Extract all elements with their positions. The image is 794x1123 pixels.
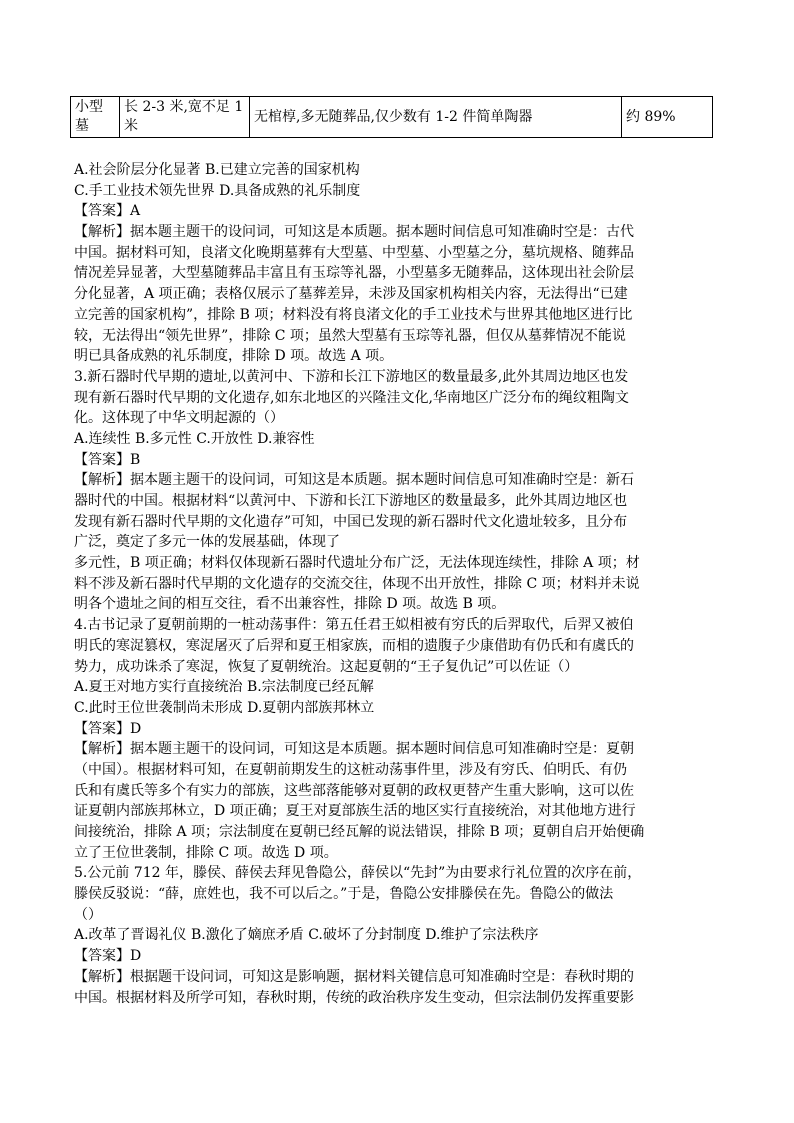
text-line: 现有新石器时代早期的文化遗存,如东北地区的兴隆洼文化,华南地区广泛分布的绳纹粗陶文 [74, 389, 629, 406]
text-line: 发现有新石器时代早期的文化遗存”可知，中国已发现的新石器时代文化遗址较多，且分布 [74, 513, 628, 530]
tomb-size-cell: 长 2-3 米,宽不足 1 米 [120, 97, 250, 138]
text-line: 情况差异显著，大型墓随葬品丰富且有玉琮等礼器，小型墓多无随葬品，这体现出社会阶层 [74, 265, 634, 282]
text-line: A.夏王对地方实行直接统治 B.宗法制度已经瓦解 [74, 679, 374, 696]
tomb-items-cell: 无棺椁,多无随葬品,仅少数有 1-2 件简单陶器 [250, 97, 622, 138]
text-line: A.连续性 B.多元性 C.开放性 D.兼容性 [74, 430, 315, 447]
text-line: 【答案】B [74, 451, 141, 468]
text-line: 【解析】据本题主题干的设问词，可知这是本质题。据本题时间信息可知准确时空是：夏朝 [74, 741, 634, 758]
text-line: C.手工业技术领先世界 D.具备成熟的礼乐制度 [74, 182, 361, 199]
text-line: 4.古书记录了夏朝前期的一桩动荡事件：第五任君王姒相被有穷氏的后羿取代，后羿又被伯 [74, 617, 634, 634]
text-line: 明各个遗址之间的相互交往，看不出兼容性，排除 D 项。故选 B 项。 [74, 596, 506, 613]
text-line: 广泛，奠定了多元一体的发展基础，体现了 [74, 534, 340, 551]
text-line: 中国。根据材料及所学可知，春秋时期，传统的政治秩序发生变动，但宗法制仍发挥重要影 [74, 989, 634, 1006]
text-line: 证夏朝内部族邦林立，D 项正确；夏王对夏部族生活的地区实行直接统治，对其他地方进行 [74, 803, 636, 820]
text-line: 立了王位世袭制，排除 C 项。故选 D 项。 [74, 844, 338, 861]
text-line: 5.公元前 712 年，滕侯、薛侯去拜见鲁隐公，薛侯以“先封”为由要求行礼位置的次序在前， [74, 865, 642, 882]
text-line: 【解析】根据题干设问词，可知这是影响题，据材料关键信息可知准确时空是：春秋时期的 [74, 968, 634, 985]
tomb-ratio-cell: 约 89% [622, 97, 713, 138]
text-line: 【答案】A [74, 203, 141, 220]
text-line: 器时代的中国。根据材料“以黄河中、下游和长江下游地区的数量最多，此外其周边地区也 [74, 493, 628, 509]
tomb-type-cell: 小型墓 [71, 97, 120, 138]
text-line: 分化显著，A 项正确；表格仅展示了墓葬差异，未涉及国家机构相关内容，无法得出“已建 [74, 286, 628, 303]
text-line: 间接统治，排除 A 项；宗法制度在夏朝已经瓦解的说法错误，排除 B 项；夏朝自启开始便确 [74, 824, 645, 840]
text-line: 明氏的寒浞篡权，寒浞屠灭了后羿和夏王相家族，而相的遗腹子少康借助有仍氏和有虞氏的 [74, 637, 634, 654]
text-line: A.改革了晋谒礼仪 B.激化了嫡庶矛盾 C.破坏了分封制度 D.维护了宗法秩序 [74, 927, 539, 944]
text-line: 料不涉及新石器时代早期的文化遗存的交流交往，体现不出开放性，排除 C 项；材料并未说 [74, 575, 640, 592]
question-content [74, 160, 734, 1008]
text-line: 势力，成功诛杀了寒浞，恢复了夏朝统治。这起夏朝的“王子复仇记”可以佐证（） [74, 658, 579, 675]
table-row [71, 97, 713, 138]
text-line: 3.新石器时代早期的遗址,以黄河中、下游和长江下游地区的数量最多,此外其周边地区也发 [74, 368, 629, 385]
text-line: 滕侯反驳说：“薛，庶姓也，我不可以后之。”于是，鲁隐公安排滕侯在先。鲁隐公的做法 [74, 886, 614, 903]
text-line: 【答案】D [74, 948, 142, 965]
text-line: 化。这体现了中华文明起源的（） [74, 410, 284, 427]
text-line: 【解析】据本题主题干的设问词，可知这是本质题。据本题时间信息可知准确时空是：新石 [74, 472, 634, 489]
text-line: A.社会阶层分化显著 B.已建立完善的国家机构 [74, 162, 360, 178]
text-line: 明已具备成熟的礼乐制度，排除 D 项。故选 A 项。 [74, 348, 394, 365]
text-line: 【答案】D [74, 720, 142, 737]
text-line: 中国。据材料可知，良渚文化晚期墓葬有大型墓、中型墓、小型墓之分，墓坑规格、随葬品 [74, 244, 634, 261]
text-line: C.此时王位世袭制尚未形成 D.夏朝内部族邦林立 [74, 699, 375, 716]
text-line: （） [74, 906, 102, 923]
text-line: 多元性，B 项正确；材料仅体现新石器时代遗址分布广泛，无法体现连续性，排除 A 项；材 [74, 555, 640, 572]
text-line: 【解析】据本题主题干的设问词，可知这是本质题。据本题时间信息可知准确时空是：古代 [74, 224, 634, 241]
tomb-table [70, 96, 713, 138]
text-line: 较，无法得出“领先世界”，排除 C 项；虽然大型墓有玉琮等礼器，但仅从墓葬情况不能说 [74, 327, 626, 344]
text-line: 氏和有虞氏等多个有实力的部族，这些部落能够对夏朝的政权更替产生重大影响，这可以佐 [74, 782, 634, 799]
text-line: （中国）。根据材料可知，在夏朝前期发生的这桩动荡事件里，涉及有穷氏、伯明氏、有仍 [74, 761, 627, 778]
text-line: 立完善的国家机构”，排除 B 项；材料没有将良渚文化的手工业技术与世界其他地区进行比 [74, 306, 633, 323]
